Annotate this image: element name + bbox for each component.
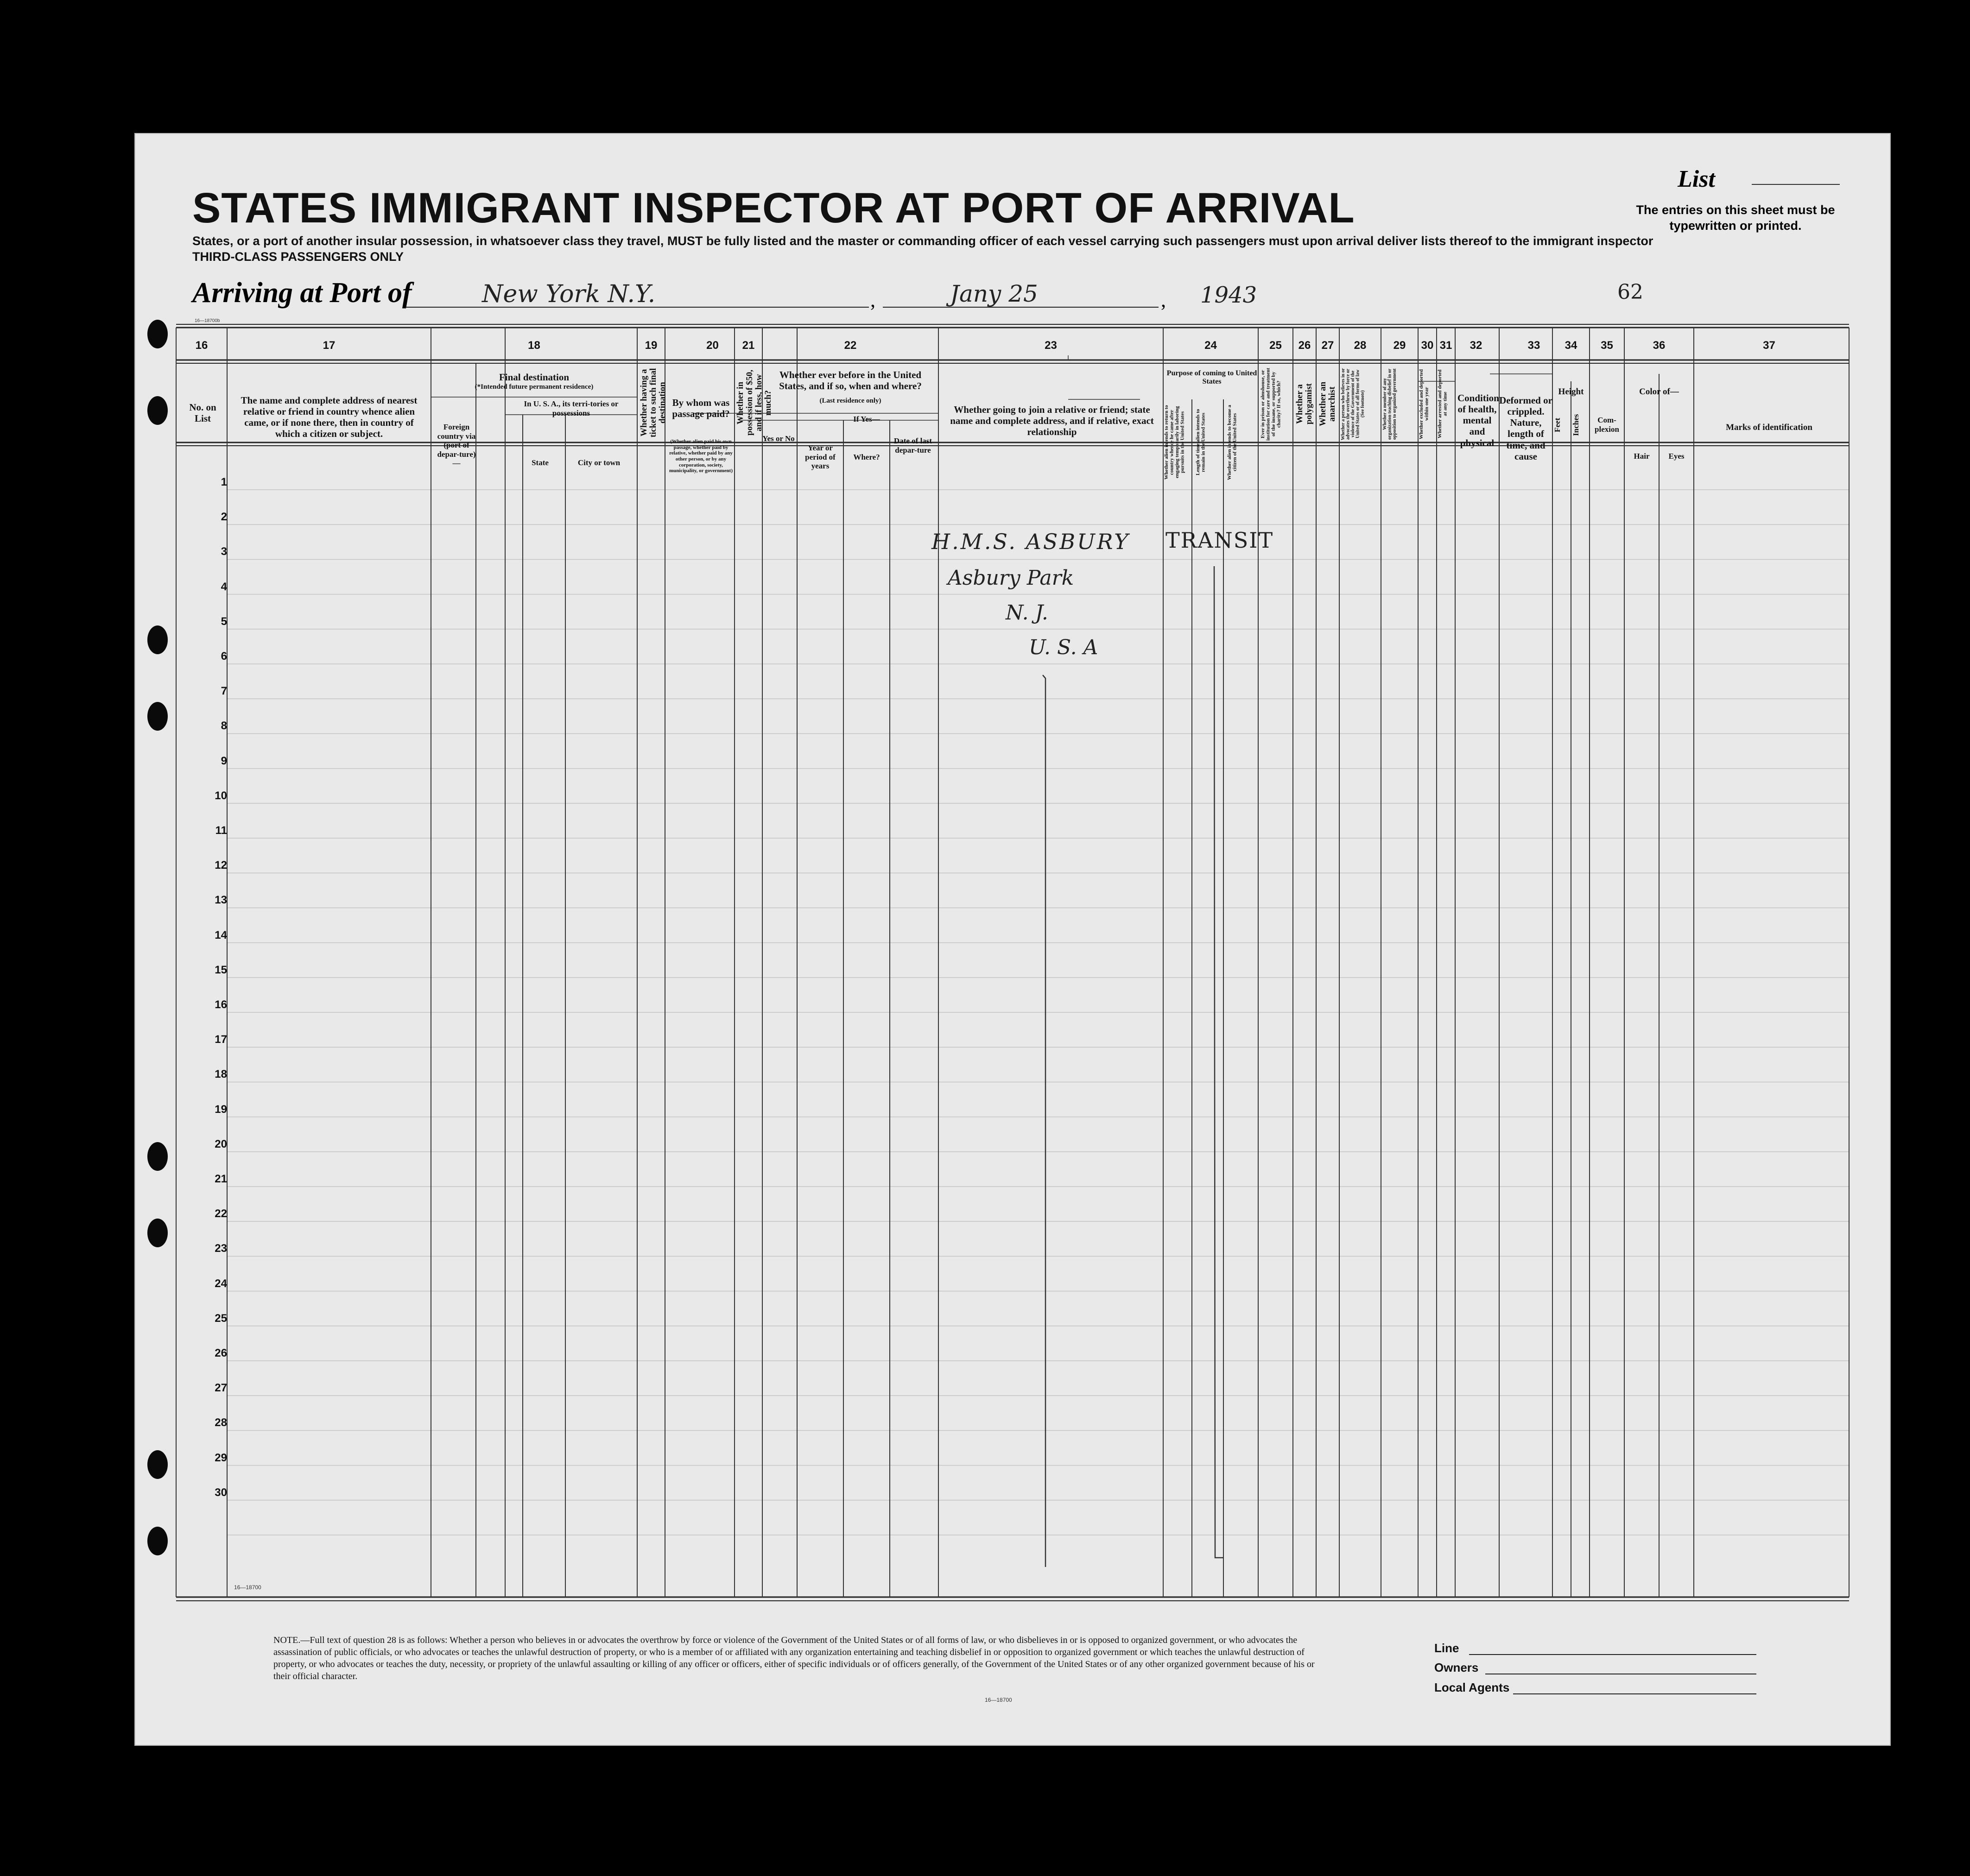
row-number: 7 bbox=[221, 685, 227, 698]
header-height: Height bbox=[1558, 387, 1584, 397]
header-state: State bbox=[532, 458, 549, 467]
row-number: 21 bbox=[215, 1173, 227, 1185]
footnote-question-28: NOTE.—Full text of question 28 is as follows: Whether a person who believes in or advocates the overthrow by force or violence of the Government of the United States or of all forms of law, or who disbelieves in or is opposed to organized government, or who advocates the assassination of public officials, or who advocates or teaches the unlawful destruction of property, or who is a member of or affiliated with any organization entertaining and teaching disbelief in or opposition to organized government or which teaches the unlawful destruction of property, or who advocates or teaches the duty, necessity, or propriety of the unlawful assaulting or killing of any officer or officers, either of specific individuals or of officers generally, of the Government of the United States or of any other organized government because of his or their official character. bbox=[273, 1635, 1315, 1681]
binder-hole bbox=[147, 702, 168, 731]
header-polygamist: Whether a polygamist bbox=[1295, 383, 1314, 425]
row-number: 24 bbox=[215, 1277, 227, 1290]
binder-hole bbox=[147, 1527, 168, 1555]
binder-hole bbox=[147, 320, 168, 348]
header-in-usa: In U. S. A., its terri-tories or possessions bbox=[524, 399, 619, 417]
header-going-to-join: Whether going to join a relative or friend; state name and complete address, and if relative, exact relationship bbox=[950, 404, 1154, 438]
column-number: 23 bbox=[1045, 339, 1057, 352]
row-number: 5 bbox=[221, 615, 227, 628]
row-number: 16 bbox=[215, 998, 227, 1011]
column-number: 37 bbox=[1763, 339, 1775, 352]
sheet-number: 62 bbox=[1617, 280, 1643, 304]
entries-note: The entries on this sheet must be typewritten or printed. bbox=[1636, 203, 1835, 233]
header-health: Condition of health, mental and physical bbox=[1457, 392, 1499, 448]
header-purpose-b: Length of time alien intends to remain in the United States bbox=[1195, 409, 1206, 476]
row-number: 19 bbox=[215, 1103, 227, 1116]
binder-hole bbox=[147, 1219, 168, 1247]
line-label: Line bbox=[1434, 1641, 1459, 1655]
form-title: STATES IMMIGRANT INSPECTOR AT PORT OF ARRIVAL bbox=[192, 184, 1355, 232]
header-inches: Inches bbox=[1571, 414, 1580, 436]
column-number: 26 bbox=[1298, 339, 1311, 352]
header-purpose: Purpose of coming to United States bbox=[1166, 369, 1257, 386]
manifest-sheet bbox=[134, 133, 1891, 1746]
agents-label: Local Agents bbox=[1434, 1680, 1510, 1694]
row-number: 11 bbox=[215, 824, 227, 837]
form-code-bottom: 16—18700 bbox=[234, 1584, 261, 1591]
owners-label: Owners bbox=[1434, 1661, 1479, 1674]
comma-1: , bbox=[870, 289, 875, 311]
column-number: 30 bbox=[1421, 339, 1434, 352]
header-where: Where? bbox=[853, 453, 880, 461]
header-overthrow: Whether a person who believes in or advocates the overthrow by force or violence of the Government of the United States or of all forms of law (See footnote) bbox=[1341, 368, 1365, 440]
binder-hole bbox=[147, 625, 168, 654]
header-no-on-list: No. on List bbox=[189, 402, 216, 424]
header-ever-before: Whether ever before in the United States, and if so, when and where? bbox=[779, 369, 922, 392]
row-number: 8 bbox=[221, 720, 227, 733]
header-if-yes: If Yes— bbox=[853, 415, 880, 423]
header-foreign-country: Foreign country via (port of depar-ture)— bbox=[437, 423, 476, 468]
column-number: 22 bbox=[844, 339, 857, 352]
header-feet: Feet bbox=[1553, 417, 1562, 432]
row-number: 26 bbox=[215, 1347, 227, 1359]
row-number: 9 bbox=[221, 754, 227, 767]
handwritten-country: U. S. A bbox=[1029, 636, 1098, 659]
row-number: 3 bbox=[221, 545, 227, 558]
handwritten-state: N. J. bbox=[1006, 601, 1048, 625]
column-number: 18 bbox=[528, 339, 540, 352]
header-final-destination-sub: (*Intended future permanent residence) bbox=[475, 383, 594, 391]
column-number: 20 bbox=[706, 339, 719, 352]
header-ticket: Whether having a ticket to such final destination bbox=[639, 368, 667, 438]
header-marks: Marks of identification bbox=[1726, 423, 1812, 432]
column-number: 29 bbox=[1393, 339, 1406, 352]
row-number: 18 bbox=[215, 1068, 227, 1081]
header-ever-before-sub: (Last residence only) bbox=[819, 397, 881, 404]
column-number: 33 bbox=[1527, 339, 1540, 352]
handwritten-vessel: H.M.S. ASBURY bbox=[931, 529, 1130, 554]
form-subtitle: States, or a port of another insular possession, in whatsoever class they travel, MUST be fully listed and the master or commanding officer of each vessel carrying such passengers must upon arrival deliver lists thereof to the immigrant inspector bbox=[192, 234, 1653, 248]
column-number: 17 bbox=[323, 339, 336, 352]
column-number: 34 bbox=[1565, 339, 1577, 352]
header-eyes: Eyes bbox=[1668, 452, 1685, 461]
column-number: 16 bbox=[195, 339, 208, 352]
port-value: New York N.Y. bbox=[482, 280, 656, 308]
row-number: 6 bbox=[221, 650, 227, 663]
header-anarchist: Whether an anarchist bbox=[1318, 381, 1337, 427]
agents-fill bbox=[1513, 1693, 1756, 1694]
column-number: 25 bbox=[1269, 339, 1282, 352]
column-number: 24 bbox=[1204, 339, 1217, 352]
row-number: 28 bbox=[215, 1416, 227, 1429]
footer-form-code: 16—18700 bbox=[985, 1697, 1012, 1703]
header-purpose-c: Whether alien intends to become a citizen of the United States bbox=[1227, 404, 1238, 480]
line-fill bbox=[1469, 1654, 1756, 1655]
column-number: 28 bbox=[1354, 339, 1367, 352]
comma-2: , bbox=[1161, 289, 1166, 311]
form-code-top: 16—18700b bbox=[195, 318, 220, 323]
row-number: 29 bbox=[215, 1451, 227, 1464]
header-purpose-a: Whether alien intends to return to country whence he came after engaging temporarily in laboring pursuits in the United States bbox=[1164, 405, 1185, 480]
arriving-label: Arriving at Port of bbox=[192, 277, 412, 309]
row-number: 10 bbox=[215, 789, 227, 802]
header-year-period: Year or period of years bbox=[805, 443, 836, 471]
year-value: 1943 bbox=[1200, 282, 1257, 308]
header-passage-paid-sub: (Whether alien paid his own passage, whether paid by relative, whether paid by any other person, or by any corporation, society, municipality, or government) bbox=[669, 439, 733, 474]
row-number: 27 bbox=[215, 1382, 227, 1395]
binder-hole bbox=[147, 1450, 168, 1479]
column-number: 32 bbox=[1470, 339, 1482, 352]
header-city: City or town bbox=[577, 458, 621, 467]
header-date-departure: Date of last depar-ture bbox=[893, 436, 932, 455]
column-number: 36 bbox=[1653, 339, 1666, 352]
header-organization: Whether a member of any organization teaching disbelief in or opposition to organized government bbox=[1382, 368, 1397, 440]
row-number: 30 bbox=[215, 1486, 227, 1499]
row-number: 4 bbox=[221, 580, 227, 593]
handwritten-transit: TRANSIT bbox=[1166, 528, 1274, 553]
handwritten-city: Asbury Park bbox=[948, 566, 1074, 590]
header-deformed: Deformed or crippled. Nature, length of time, and cause bbox=[1499, 395, 1552, 462]
row-number: 23 bbox=[215, 1242, 227, 1255]
header-complexion: Com-plexion bbox=[1595, 416, 1619, 434]
binder-hole bbox=[147, 396, 168, 425]
header-color-of: Color of— bbox=[1639, 387, 1679, 397]
column-number: 35 bbox=[1601, 339, 1613, 352]
ditto-lines bbox=[134, 133, 1891, 1746]
header-yes-no: Yes or No bbox=[762, 434, 795, 443]
header-arrested: Whether arrested and deported at any time bbox=[1437, 369, 1448, 439]
row-number: 14 bbox=[215, 929, 227, 941]
row-number: 2 bbox=[221, 511, 227, 524]
row-number: 15 bbox=[215, 963, 227, 976]
header-fifty-dollars: Whether in possession of $50, and if less, how much? bbox=[735, 370, 773, 436]
column-number: 31 bbox=[1439, 339, 1452, 352]
class-line: THIRD-CLASS PASSENGERS ONLY bbox=[192, 250, 404, 264]
row-number: 12 bbox=[215, 859, 227, 872]
header-relative-address: The name and complete address of nearest relative or friend in country whence alien came, or if none there, then in country of which a citizen or subject. bbox=[241, 395, 418, 440]
header-hair: Hair bbox=[1634, 452, 1650, 461]
list-label: List bbox=[1678, 166, 1715, 192]
column-number: 21 bbox=[742, 339, 755, 352]
header-final-destination: Final destination bbox=[499, 372, 570, 383]
row-number: 1 bbox=[221, 476, 227, 488]
row-number: 22 bbox=[215, 1207, 227, 1220]
header-prison: Ever in prison or almshouse, or institution for care and treatment of the insane, or supported by charity? If so, which? bbox=[1260, 367, 1282, 441]
header-excluded: Whether excluded and deported within one year bbox=[1419, 369, 1430, 439]
binder-hole bbox=[147, 1142, 168, 1171]
row-number: 13 bbox=[215, 894, 227, 907]
column-number: 19 bbox=[645, 339, 658, 352]
date-value: Jany 25 bbox=[950, 280, 1038, 307]
row-number: 17 bbox=[215, 1033, 227, 1046]
row-number: 20 bbox=[215, 1137, 227, 1150]
column-number: 27 bbox=[1321, 339, 1334, 352]
header-passage-paid: By whom was passage paid? bbox=[672, 397, 730, 420]
row-number: 25 bbox=[215, 1312, 227, 1325]
